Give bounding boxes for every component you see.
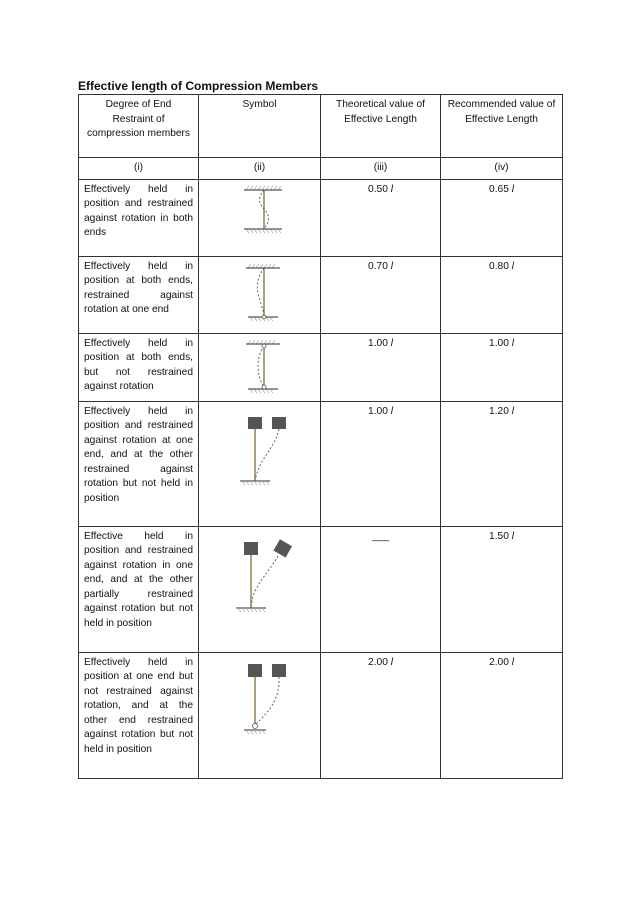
symbol-cell bbox=[199, 401, 321, 526]
fixed-pinned-column-icon bbox=[204, 260, 325, 330]
table-header-row bbox=[79, 95, 563, 158]
theoretical-value-cell bbox=[321, 526, 441, 652]
theoretical-value-cell bbox=[321, 179, 441, 256]
theoretical-value: 1.00 bbox=[368, 337, 388, 349]
theoretical-value: 0.70 bbox=[368, 260, 388, 272]
recommended-value: 1.20 bbox=[489, 405, 509, 417]
restraint-description: Effective held in position and restrained against rotation in one end, and at the other partially restrained against rotation but not held in position bbox=[79, 526, 199, 652]
length-unit: l bbox=[390, 260, 393, 272]
recommended-value-cell bbox=[441, 401, 563, 526]
page-title: Effective length of Compression Members bbox=[78, 79, 319, 93]
recommended-value-cell bbox=[441, 179, 563, 256]
recommended-value: 2.00 bbox=[489, 656, 509, 668]
pinned-guided-column-icon bbox=[204, 656, 325, 775]
header-theoretical: Theoretical value of Effective Length bbox=[321, 95, 441, 158]
length-unit: l bbox=[390, 656, 393, 668]
table-row bbox=[79, 179, 563, 256]
pinned-pinned-column-icon bbox=[204, 337, 325, 398]
theoretical-value: ___ bbox=[372, 530, 389, 542]
recommended-value: 0.65 bbox=[489, 183, 509, 195]
length-unit: l bbox=[390, 337, 393, 349]
restraint-description: Effectively held in position at both ends, restrained against rotation at one end bbox=[79, 256, 199, 333]
fixed-partially-restrained-column-icon bbox=[204, 530, 325, 649]
length-unit: l bbox=[511, 530, 514, 542]
theoretical-value: 0.50 bbox=[368, 183, 388, 195]
header-recommended: Recommended value of Effective Length bbox=[441, 95, 563, 158]
recommended-value-cell bbox=[441, 333, 563, 401]
recommended-value: 1.00 bbox=[489, 337, 509, 349]
table-row bbox=[79, 333, 563, 401]
fixed-guided-column-icon bbox=[204, 405, 325, 523]
theoretical-value-cell bbox=[321, 333, 441, 401]
symbol-cell bbox=[199, 256, 321, 333]
table-row bbox=[79, 256, 563, 333]
recommended-value-cell bbox=[441, 526, 563, 652]
theoretical-value: 1.00 bbox=[368, 405, 388, 417]
length-unit: l bbox=[511, 260, 514, 272]
length-unit: l bbox=[511, 183, 514, 195]
theoretical-value-cell bbox=[321, 652, 441, 778]
theoretical-value: 2.00 bbox=[368, 656, 388, 668]
column-number: (iv) bbox=[441, 158, 563, 180]
column-number: (ii) bbox=[199, 158, 321, 180]
length-unit: l bbox=[511, 405, 514, 417]
effective-length-table bbox=[78, 94, 563, 779]
restraint-description: Effectively held in position and restrained against rotation in both ends bbox=[79, 179, 199, 256]
table-row bbox=[79, 526, 563, 652]
header-symbol: Symbol bbox=[199, 95, 321, 158]
length-unit: l bbox=[511, 656, 514, 668]
restraint-description: Effectively held in position and restrained against rotation at one end, and at the other restrained against rotation but not held in position bbox=[79, 401, 199, 526]
symbol-cell bbox=[199, 526, 321, 652]
recommended-value: 0.80 bbox=[489, 260, 509, 272]
length-unit: l bbox=[511, 337, 514, 349]
numbering-row bbox=[79, 158, 563, 180]
column-number: (i) bbox=[79, 158, 199, 180]
column-number: (iii) bbox=[321, 158, 441, 180]
length-unit: l bbox=[390, 405, 393, 417]
recommended-value-cell bbox=[441, 256, 563, 333]
header-degree: Degree of End Restraint of compression members bbox=[79, 95, 199, 158]
recommended-value: 1.50 bbox=[489, 530, 509, 542]
symbol-cell bbox=[199, 333, 321, 401]
length-unit: l bbox=[390, 183, 393, 195]
symbol-cell bbox=[199, 652, 321, 778]
restraint-description: Effectively held in position at both ends, but not restrained against rotation bbox=[79, 333, 199, 401]
theoretical-value-cell bbox=[321, 256, 441, 333]
theoretical-value-cell bbox=[321, 401, 441, 526]
table-row bbox=[79, 401, 563, 526]
restraint-description: Effectively held in position at one end but not restrained against rotation, and at the other end restrained against rotation but not held in position bbox=[79, 652, 199, 778]
recommended-value-cell bbox=[441, 652, 563, 778]
table-row bbox=[79, 652, 563, 778]
symbol-cell bbox=[199, 179, 321, 256]
fixed-fixed-column-icon bbox=[204, 183, 325, 253]
